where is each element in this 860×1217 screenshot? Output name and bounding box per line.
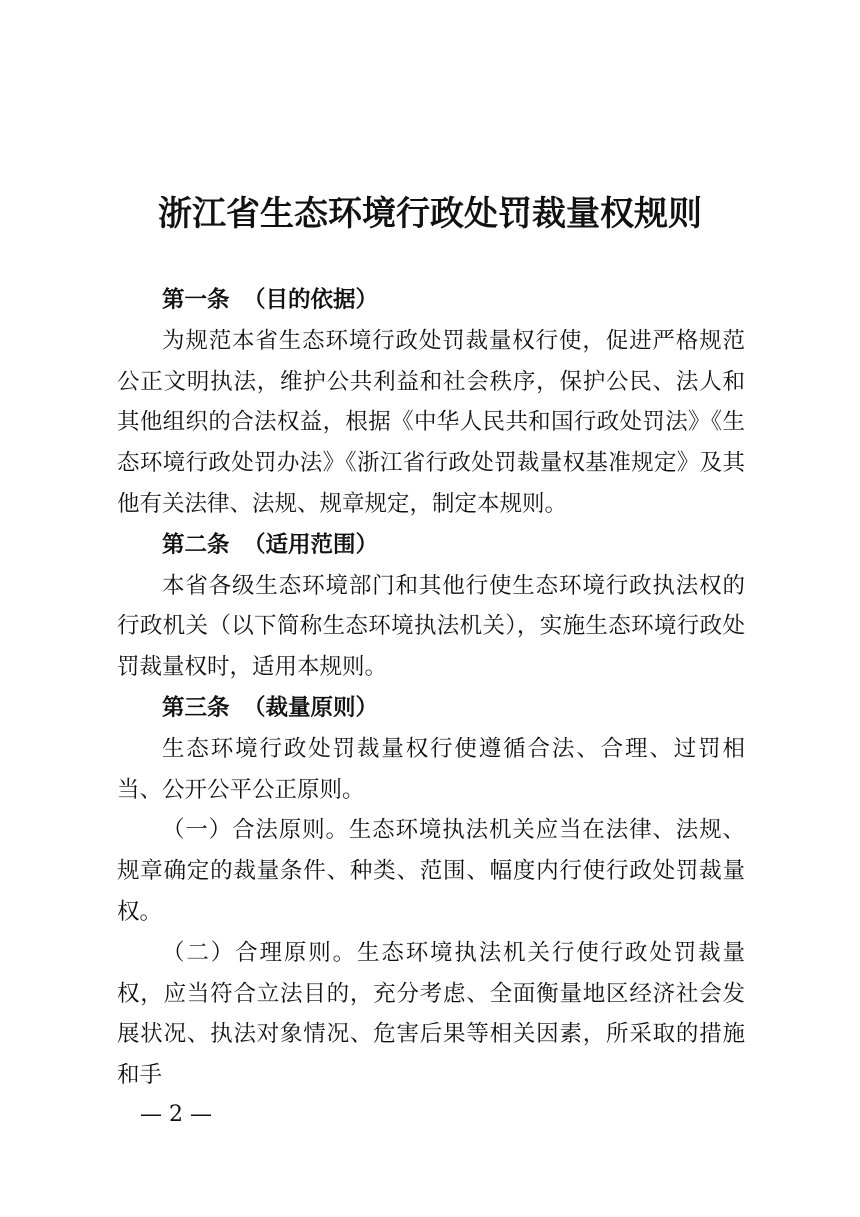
article-paragraph: （二）合理原则。生态环境执法机关行使行政处罚裁量权，应当符合立法目的，充分考虑、全面衡量地区经济社会发展状况、执法对象情况、危害后果等相关因素，所采取的措施和手 xyxy=(117,939,745,1089)
article-heading xyxy=(117,688,745,729)
article-number: 第二条 xyxy=(162,531,230,558)
article-subject: （适用范围） xyxy=(243,531,379,558)
article-paragraph: 本省各级生态环境部门和其他行使生态环境行政执法权的行政机关（以下简称生态环境执法机关），实施生态环境行政处罚裁量权时，适用本规则。 xyxy=(117,572,745,681)
article-paragraph: 生态环境行政处罚裁量权行使遵循合法、合理、过罚相当、公开公平公正原则。 xyxy=(117,735,745,803)
document-body xyxy=(117,280,745,1096)
article-heading xyxy=(117,280,745,321)
article-subject: （裁量原则） xyxy=(243,694,379,721)
document-title: 浙江省生态环境行政处罚裁量权规则 xyxy=(158,194,702,234)
page-number: — 2 — xyxy=(140,1102,212,1127)
article-paragraph: 为规范本省生态环境行政处罚裁量权行使，促进严格规范公正文明执法，维护公共利益和社会秩序，保护公民、法人和其他组织的合法权益，根据《中华人民共和国行政处罚法》《生态环境行政处罚办法》《浙江省行政处罚裁量权基准规定》及其他有关法律、法规、规章规定，制定本规则。 xyxy=(117,327,745,517)
article-number: 第一条 xyxy=(162,287,230,313)
article-subject: （目的依据） xyxy=(243,287,379,313)
article-number: 第三条 xyxy=(162,694,230,721)
article-heading xyxy=(117,525,745,566)
article-paragraph: （一）合法原则。生态环境执法机关应当在法律、法规、规章确定的裁量条件、种类、范围、幅度内行使行政处罚裁量权。 xyxy=(117,817,745,925)
